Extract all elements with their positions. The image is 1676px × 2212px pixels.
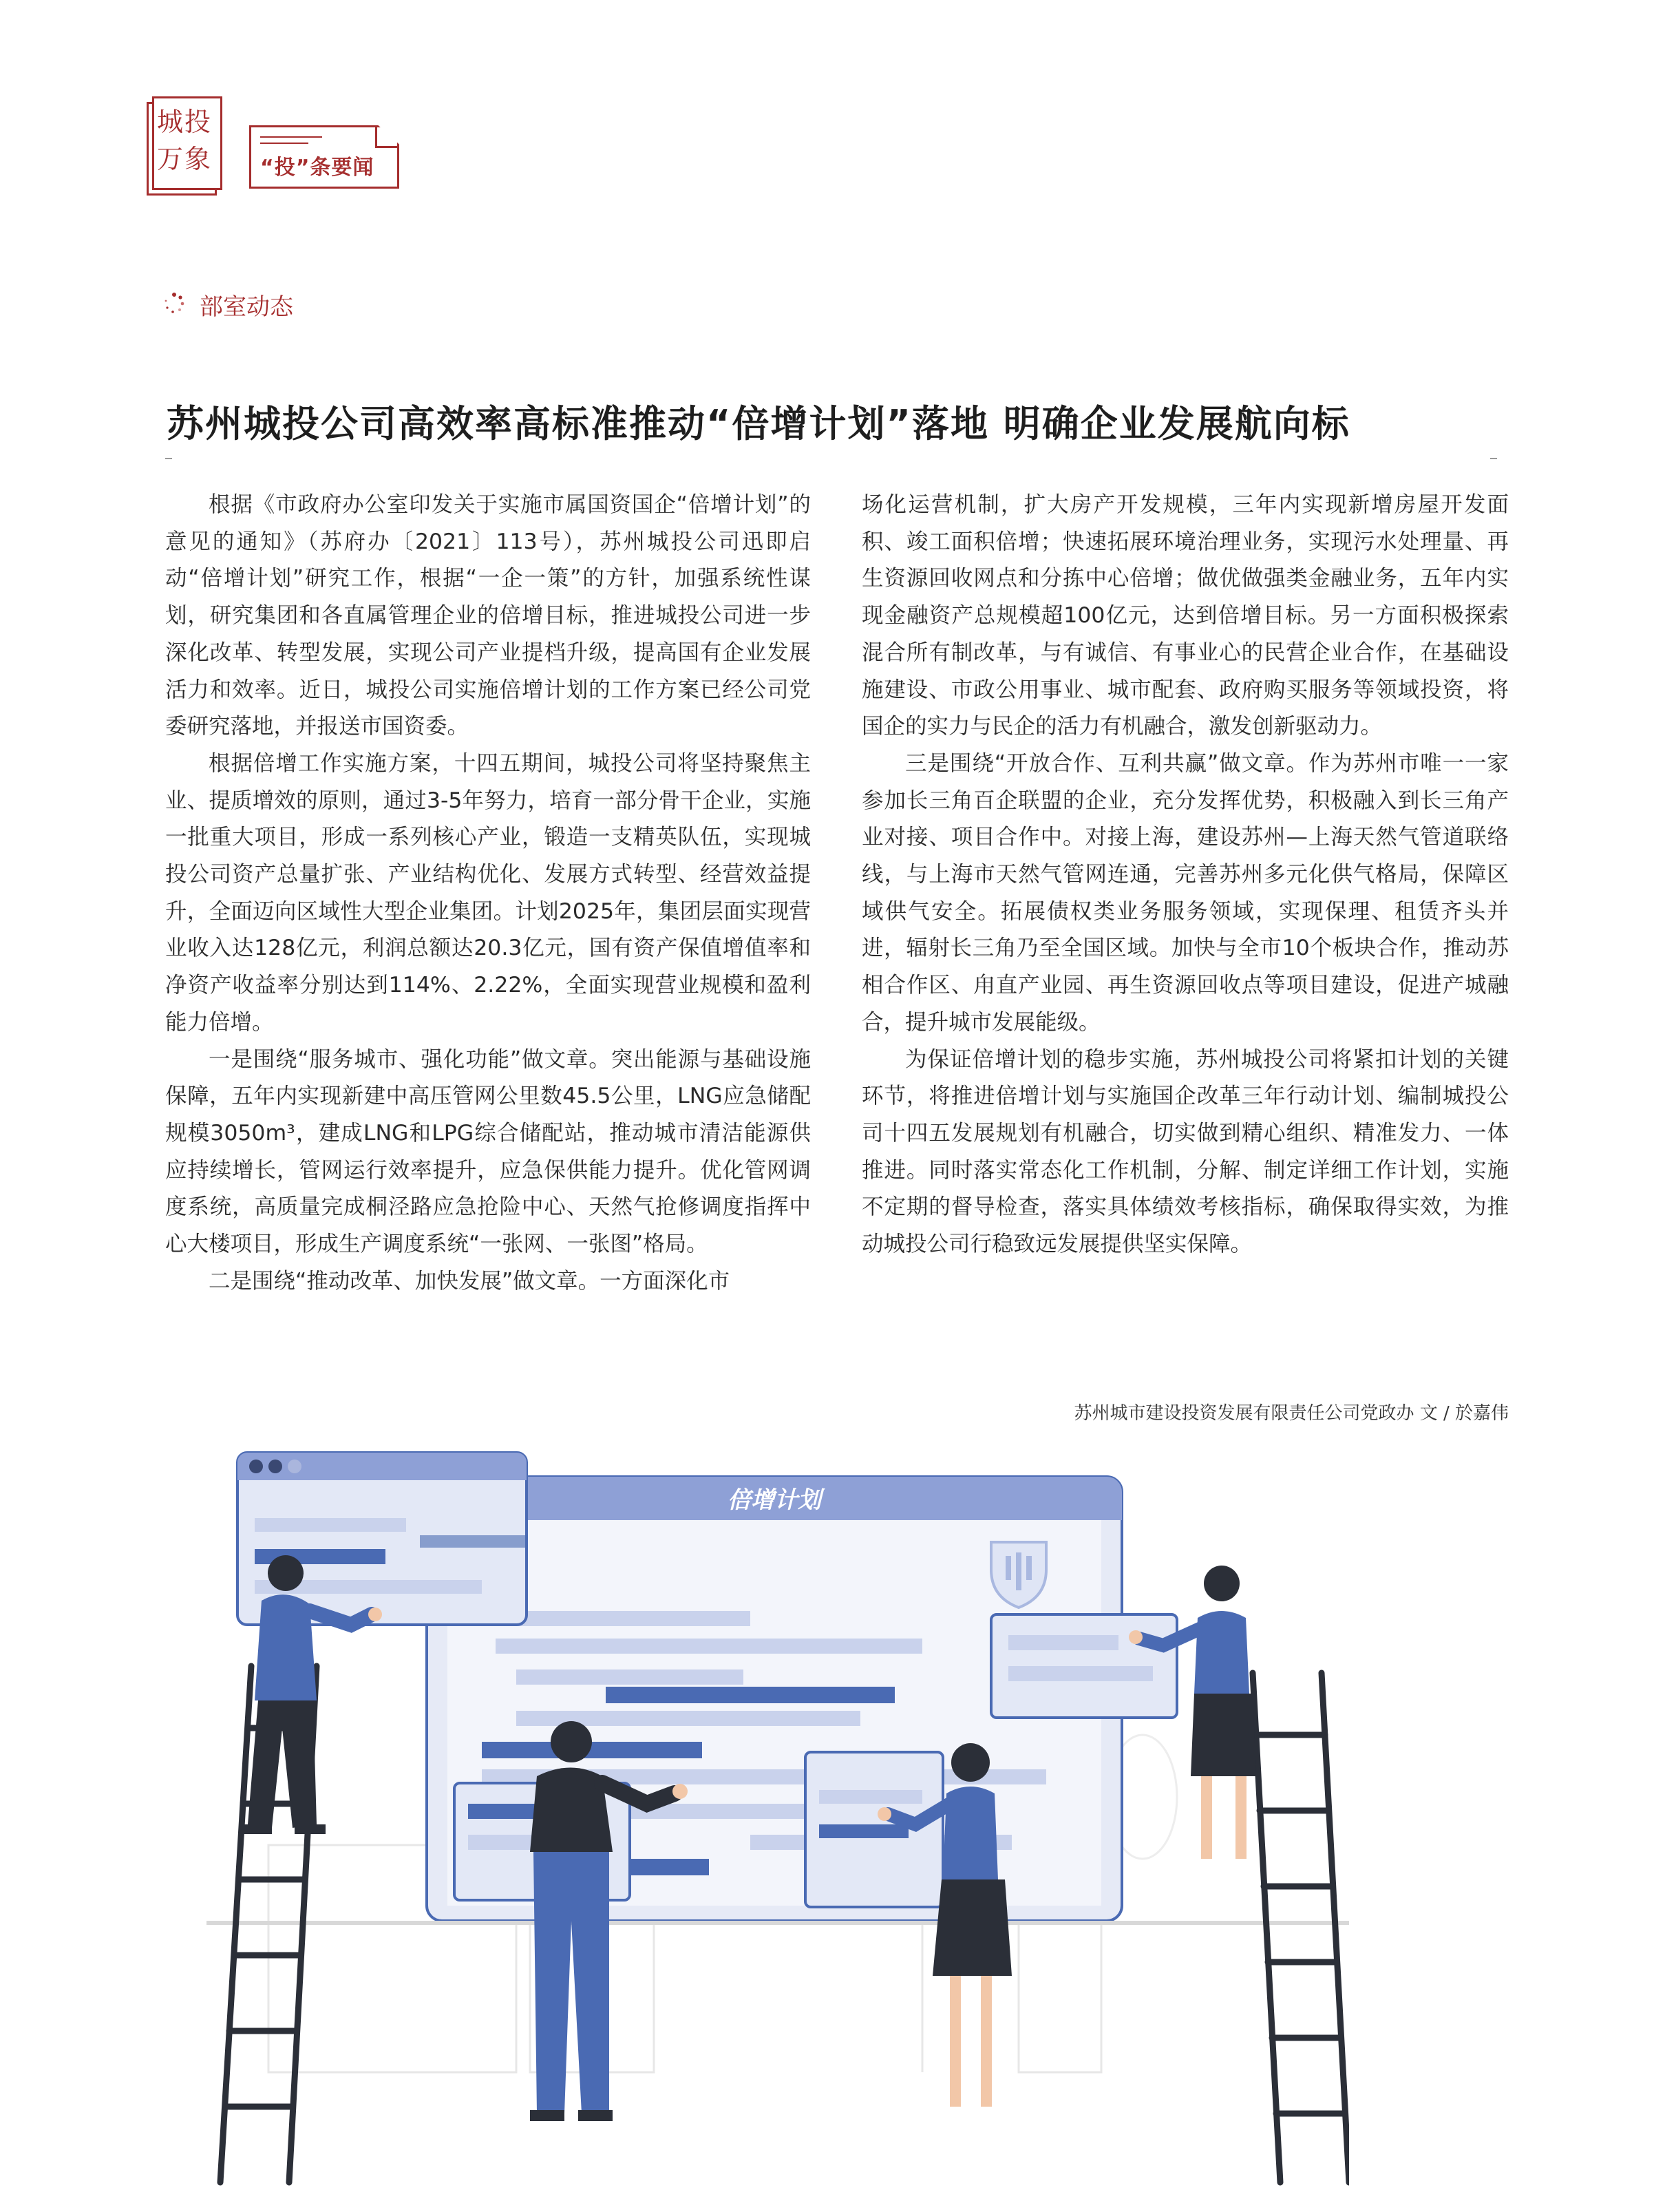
paragraph: 为保证倍增计划的稳步实施，苏州城投公司将紧扣计划的关键环节，将推进倍增计划与实施国企改革三年行动计划、编制城投公司十四五发展规划有机融合，切实做到精心组织、精准发力、一体推进。同时落实常态化工作机制，分解、制定详细工作计划，实施不定期的督导检查，落实具体绩效考核指标，确保取得实效，为推动城投公司行稳致远发展提供坚实保障。	[862, 1046, 1509, 1257]
minimize-icon	[268, 1460, 282, 1473]
article-column-right	[862, 487, 1509, 1263]
byline: 苏州城市建设投资发展有限责任公司党政办 文 / 於嘉伟	[1074, 1403, 1509, 1424]
magazine-logo	[150, 103, 219, 186]
logo-line2: 万象	[156, 144, 212, 174]
desk-line	[206, 1921, 1349, 1925]
paragraph: 三是围绕“开放合作、互利共赢”做文章。作为苏州市唯一一家参加长三角百企联盟的企业，充分发挥优势，积极融入到长三角产业对接、项目合作中。对接上海，建设苏州—上海天然气管道联络线，与上海市天然气管网连通，完善苏州多元化供气格局，保障区域供气安全。拓展债权类业务服务领域，实现保理、租赁齐头并进，辐射长三角乃至全国区域。加快与全市10个板块合作，推动苏相合作区、甪直产业园、再生资源回收点等项目建设，促进产城融合，提升城市发展能级。	[862, 750, 1509, 1035]
paragraph: 场化运营机制，扩大房产开发规模，三年内实现新增房屋开发面积、竣工面积倍增；快速拓展环境治理业务，实现污水处理量、再生资源回收网点和分拣中心倍增；做优做强类金融业务，五年内实现金融资产总规模超100亿元，达到倍增目标。另一方面积极探索混合所有制改革，与有诚信、有事业心的民营企业合作，在基础设施建设、市政公用事业、城市配套、政府购买服务等领域投资，将国企的实力与民企的活力有机融合，激发创新驱动力。	[862, 492, 1509, 739]
section-label: 部室动态	[200, 293, 293, 321]
article-column-left	[165, 487, 811, 1300]
window-title: 倍增计划	[728, 1486, 821, 1514]
title-rule-right	[1490, 458, 1497, 459]
article-title: 苏州城投公司高效率高标准推动“倍增计划”落地 明确企业发展航向标	[167, 402, 1350, 445]
title-rule-left	[165, 458, 172, 459]
popup-window-right	[991, 1614, 1177, 1718]
paragraph: 根据倍增工作实施方案，十四五期间，城投公司将坚持聚焦主业、提质增效的原则，通过3-5年努力，培育一部分骨干企业，实施一批重大项目，形成一系列核心产业，锻造一支精英队伍，实现城投公司资产总量扩张、产业结构优化、发展方式转型、经营效益提升，全面迈向区域性大型企业集团。计划2025年，集团层面实现营业收入达128亿元，利润总额达20.3亿元，国有资产保值增值率和净资产收益率分别达到114%、2.22%，全面实现营业规模和盈利能力倍增。	[165, 750, 811, 1035]
spinner-dots-icon	[164, 293, 184, 313]
paragraph: 一是围绕“服务城市、强化功能”做文章。突出能源与基础设施保障，五年内实现新建中高压管网公里数45.5公里，LNG应急储配规模3050m³，建成LNG和LPG综合储配站，推动城市清洁能源供应持续增长，管网运行效率提升，应急保供能力提升。优化管网调度系统，高质量完成桐泾路应急抢险中心、天然气抢修调度指挥中心大楼项目，形成生产调度系统“一张网、一张图”格局。	[165, 1046, 811, 1257]
popup-window-lower-right	[805, 1752, 943, 1907]
paragraph: 根据《市政府办公室印发关于实施市属国资国企“倍增计划”的意见的通知》（苏府办〔2021〕113号），苏州城投公司迅即启动“倍增计划”研究工作，根据“一企一策”的方针，加强系统性谋划，研究集团和各直属管理企业的倍增目标，推进城投公司进一步深化改革、转型发展，实现公司产业提档升级，提高国有企业发展活力和效率。近日，城投公司实施倍增计划的工作方案已经公司党委研究落地，并报送市国资委。	[165, 492, 811, 739]
column-banner-label: “投”条要闻	[260, 156, 374, 180]
ladder-right	[1253, 1673, 1349, 2182]
maximize-icon	[288, 1460, 301, 1473]
team-planning-illustration	[206, 1439, 1349, 2189]
paragraph: 二是围绕“推动改革、加快发展”做文章。一方面深化市	[209, 1268, 730, 1294]
banner-lines-icon	[260, 135, 329, 146]
banner-fold-corner	[375, 125, 399, 148]
close-icon	[249, 1460, 263, 1473]
logo-line1: 城投	[156, 107, 212, 137]
